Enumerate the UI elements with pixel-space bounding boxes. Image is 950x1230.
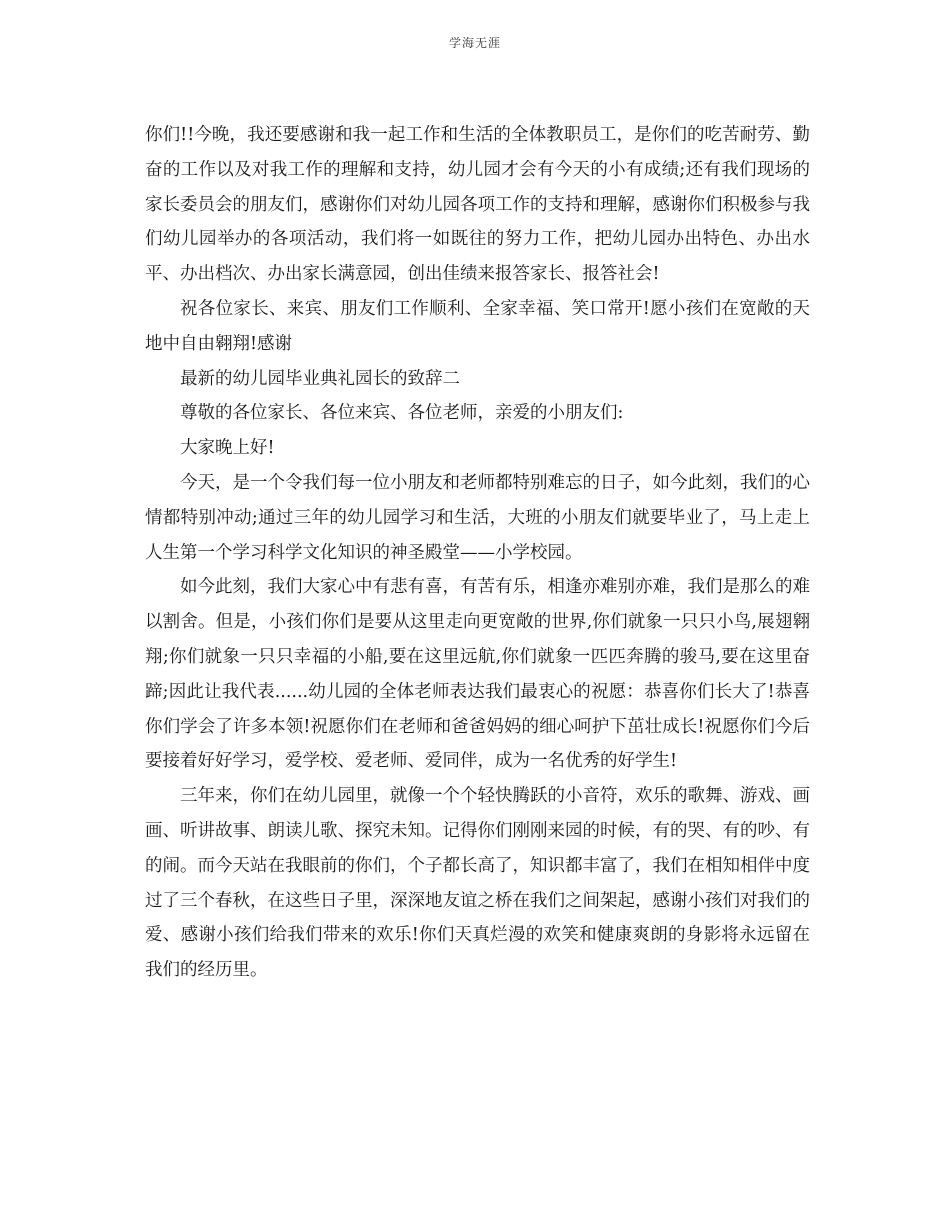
- paragraph: 如今此刻，我们大家心中有悲有喜，有苦有乐，相逢亦难别亦难，我们是那么的难以割舍。但是，小孩们你们是要从这里走向更宽敞的世界,你们就象一只只小鸟,展翅翱翔;你们就象一只只幸福的小船,要在这里远航,你们就象一匹匹奔腾的骏马,要在这里奋蹄;因此让我代表......幼儿园的全体老师表达我们最衷心的祝愿：恭喜你们长大了!恭喜你们学会了许多本领!祝愿你们在老师和爸爸妈妈的细心呵护下茁壮成长!祝愿你们今后要接着好好学习，爱学校、爱老师、爱同伴，成为一名优秀的好学生!: [145, 577, 810, 772]
- paragraph: 三年来，你们在幼儿园里，就像一个个轻快腾跃的小音符，欢乐的歌舞、游戏、画画、听讲故事、朗读儿歌、探究未知。记得你们刚刚来园的时候，有的哭、有的吵、有的闹。而今天站在我眼前的你们，个子都长高了，知识都丰富了，我们在相知相伴中度过了三个春秋，在这些日子里，深深地友谊之桥在我们之间架起，感谢小孩们对我们的爱、感谢小孩们给我们带来的欢乐!你们天真烂漫的欢笑和健康爽朗的身影将永远留在我们的经历里。: [145, 786, 810, 981]
- greeting: 大家晚上好!: [180, 438, 275, 459]
- paragraph: 你们!!今晚，我还要感谢和我一起工作和生活的全体教职员工，是你们的吃苦耐劳、勤奋的工作以及对我工作的理解和支持，幼儿园才会有今天的小有成绩;还有我们现场的家长委员会的朋友们，感谢你们对幼儿园各项工作的支持和理解，感谢你们积极参与我们幼儿园举办的各项活动，我们将一如既往的努力工作，把幼儿园办出特色、办出水平、办出档次、办出家长满意园，创出佳绩来报答家长、报答社会!: [145, 125, 810, 285]
- paragraph: 祝各位家长、来宾、朋友们工作顺利、全家幸福、笑口常开!愿小孩们在宽敞的天地中自由翱翔!感谢: [145, 298, 810, 354]
- paragraph: 今天，是一个令我们每一位小朋友和老师都特别难忘的日子，如今此刻，我们的心情都特别冲动;通过三年的幼儿园学习和生活，大班的小朋友们就要毕业了，马上走上人生第一个学习科学文化知识的神圣殿堂——小学校园。: [145, 472, 810, 563]
- salutation: 尊敬的各位家长、各位来宾、各位老师，亲爱的小朋友们:: [180, 403, 624, 424]
- page-header: 学海无涯: [448, 36, 501, 50]
- section-title: 最新的幼儿园毕业典礼园长的致辞二: [180, 368, 460, 389]
- document-body: [145, 118, 810, 988]
